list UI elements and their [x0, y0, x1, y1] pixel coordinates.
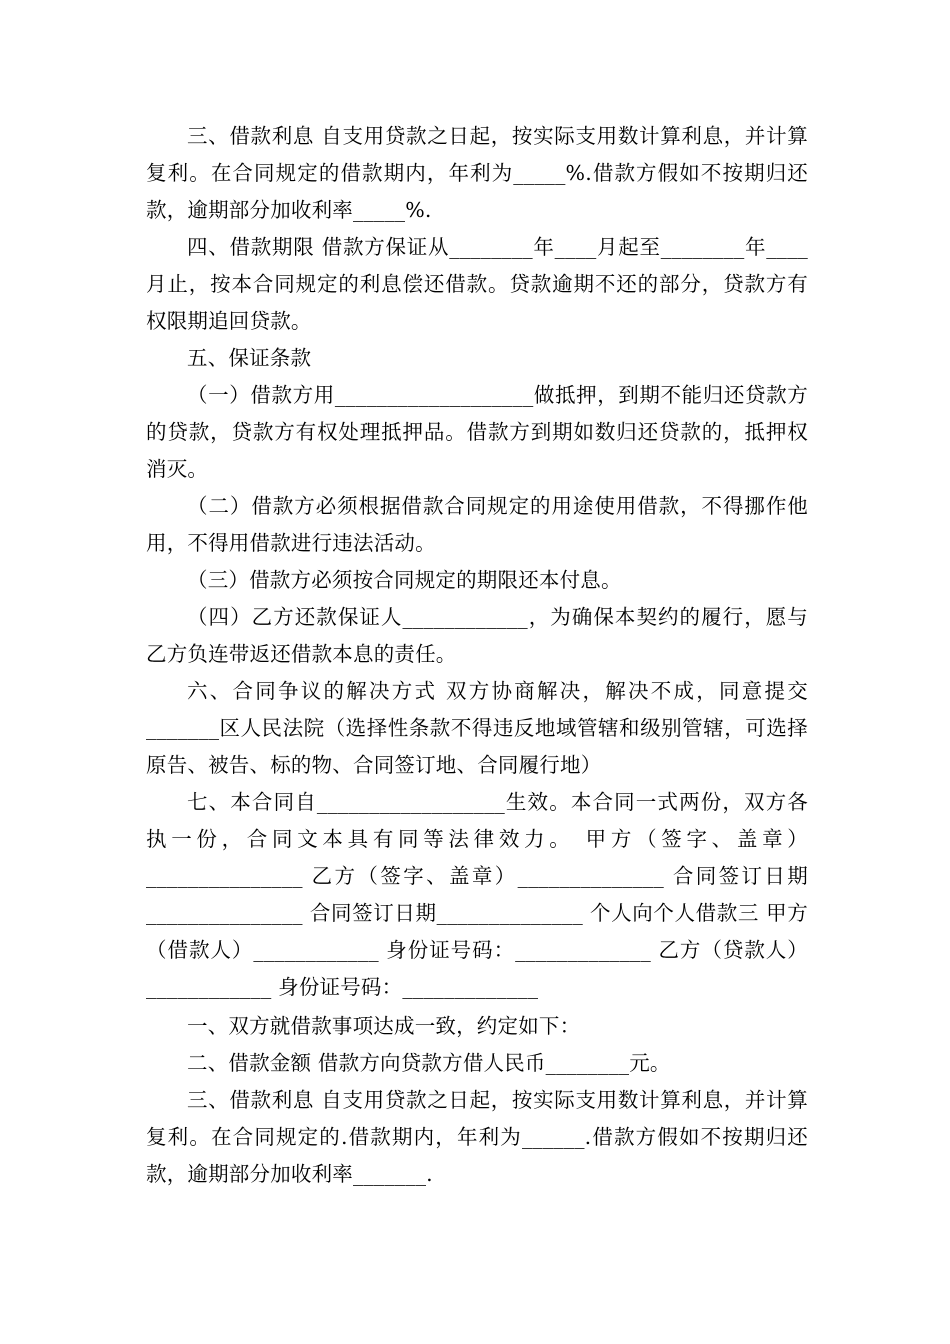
clause-agreement: 一、双方就借款事项达成一致，约定如下： [187, 1014, 581, 1038]
clause-guarantee-2: （二）借款方必须根据借款合同规定的用途使用借款，不得挪作他用，不得用借款进行违法活动。 [146, 494, 808, 555]
clause-interest: 三、借款利息 自支用贷款之日起，按实际支用数计算利息，并计算复利。在合同规定的借款期内，年利为_____%.借款方假如不按期归还款，逾期部分加收利率_____%. [146, 124, 808, 222]
clause-guarantee-3: （三）借款方必须按合同规定的期限还本付息。 [187, 568, 622, 592]
clause-guarantee-4: （四）乙方还款保证人____________，为确保本契约的履行，愿与乙方负连带返还借款本息的责任。 [146, 605, 808, 666]
clause-amount: 二、借款金额 借款方向贷款方借人民币________元。 [187, 1051, 671, 1075]
document-body [146, 118, 808, 1193]
clause-interest-repeat: 三、借款利息 自支用贷款之日起，按实际支用数计算利息，并计算复利。在合同规定的.借款期内，年利为______.借款方假如不按期归还款，逾期部分加收利率_______. [146, 1088, 808, 1186]
clause-term: 四、借款期限 借款方保证从________年____月起至________年____月止，按本合同规定的利息偿还借款。贷款逾期不还的部分，贷款方有权限期追回贷款。 [146, 235, 808, 333]
clause-effective-signatures: 七、本合同自__________________生效。本合同一式两份，双方各执一份，合同文本具有同等法律效力。 甲方（签字、盖章）_______________ 乙方（签字、盖章）______________ 合同签订日期_______________ 合同签订日期______________ 个人向个人借款三 甲方（借款人）____________ 身份证号码：_____________ 乙方（贷款人）____________ 身份证号码：_____________ [146, 790, 808, 999]
clause-guarantee-1: （一）借款方用___________________做抵押，到期不能归还贷款方的贷款，贷款方有权处理抵押品。借款方到期如数归还贷款的，抵押权消灭。 [146, 383, 808, 481]
clause-guarantee-heading: 五、保证条款 [187, 346, 312, 370]
clause-dispute: 六、合同争议的解决方式 双方协商解决，解决不成，同意提交_______区人民法院（选择性条款不得违反地域管辖和级别管辖，可选择原告、被告、标的物、合同签订地、合同履行地） [146, 679, 808, 777]
